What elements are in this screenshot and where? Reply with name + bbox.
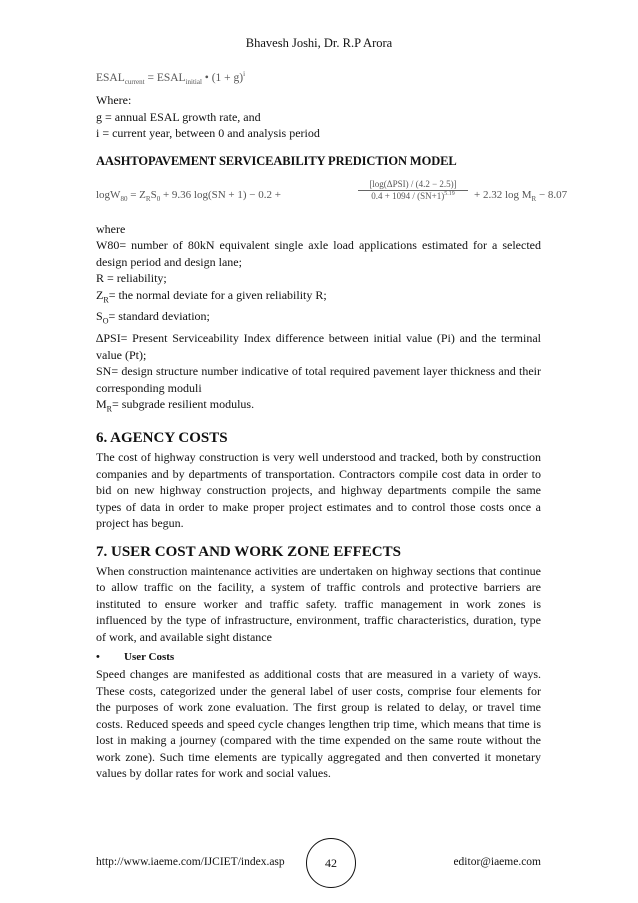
- running-header: Bhavesh Joshi, Dr. R.P Arora: [245, 36, 393, 50]
- page-footer: [96, 836, 541, 890]
- esal-equation: $ESAL_{current}$ = $ESAL_{initial}$ • $(1 + g)^i$: [96, 70, 246, 87]
- g-definition: g = annual ESAL growth rate, and: [96, 109, 261, 124]
- journal-url-link[interactable]: http://www.iaeme.com/IJCIET/index.asp: [96, 856, 285, 868]
- mr-definition: $M_R=$ subgrade resilient modulus.: [96, 397, 255, 414]
- user-cost-paragraph: When construction maintenance activities are undertaken on highway sections that continue to allow traffic on the facility, a system of traffic controls and protective barriers are instituted to ensure worker and traffic safety. traffic management in work zones is influenced by the type of infrastructure, environment, traffic characteristics, duration, type of work, and available sight distance: [96, 563, 541, 644]
- i-definition: i = current year, between 0 and analysis period: [96, 126, 320, 140]
- user-costs-paragraph: Speed changes are manifested as additional costs that are measured in a variety of ways. These costs, categorized under the general label of user costs, comprise four elements for the purposes of work zone evaluation. The first group is related to delay, or travel time costs. Reduced speeds and speed cycle changes lengthen trip time, which means that time is lost in making a journey (compared with the time expended on the same route without the work zone). Such time elements are typically aggregated and then converted it monetary values by dollar rates for work and social values.: [96, 667, 541, 781]
- user-costs-bullet: [96, 651, 541, 663]
- editor-email-link[interactable]: editor@iaeme.com: [453, 856, 541, 868]
- page-number: 42: [306, 838, 356, 888]
- bullet-label: User Costs: [124, 651, 175, 664]
- psi-definition: ∆PSI= Present Serviceability Index difference between initial value (Pi) and the terminal value (Pt);: [96, 331, 541, 362]
- sn-definition: SN= design structure number indicative of total required pavement layer thickness and their corresponding moduli: [96, 364, 541, 395]
- where-label: Where:: [96, 93, 132, 107]
- bullet-icon: •: [96, 651, 100, 664]
- page-body: [96, 70, 568, 782]
- aashto-equation: $\log W_{80} = Z_RS_0 + 9.36$ log(SN + 1) − 0.2 + [log(ΔPSI) / (4.2 − 2.5)] $0.4 + 1094 / (SN+1)^{5.19}$ + 2.32 $\log M_R - 8.07$: [96, 178, 568, 203]
- agency-costs-paragraph: The cost of highway construction is very well understood and tracked, both by construction companies and by departments of transportation. Contractors compile cost data in order to bid on new highway construction projects, and highway departments compile the same types of data in order to make proper project estimates and to control those costs once a project has begun.: [96, 450, 541, 531]
- agency-costs-heading: 6. AGENCY COSTS: [96, 430, 228, 447]
- zr-definition: $Z_R=$ the normal deviate for a given reliability R;: [96, 287, 327, 304]
- where-label-2: where: [96, 221, 126, 236]
- aashto-heading: AASHTOPAVEMENT SERVICEABILITY PREDICTION MODEL: [96, 153, 457, 168]
- w80-definition: W80= number of 80kN equivalent single axle load applications estimated for a selected design period and design lane;: [96, 238, 541, 269]
- so-definition: $S_O=$ standard deviation;: [96, 309, 210, 326]
- user-cost-heading: 7. USER COST AND WORK ZONE EFFECTS: [96, 543, 401, 560]
- r-definition: R = reliability;: [96, 271, 167, 285]
